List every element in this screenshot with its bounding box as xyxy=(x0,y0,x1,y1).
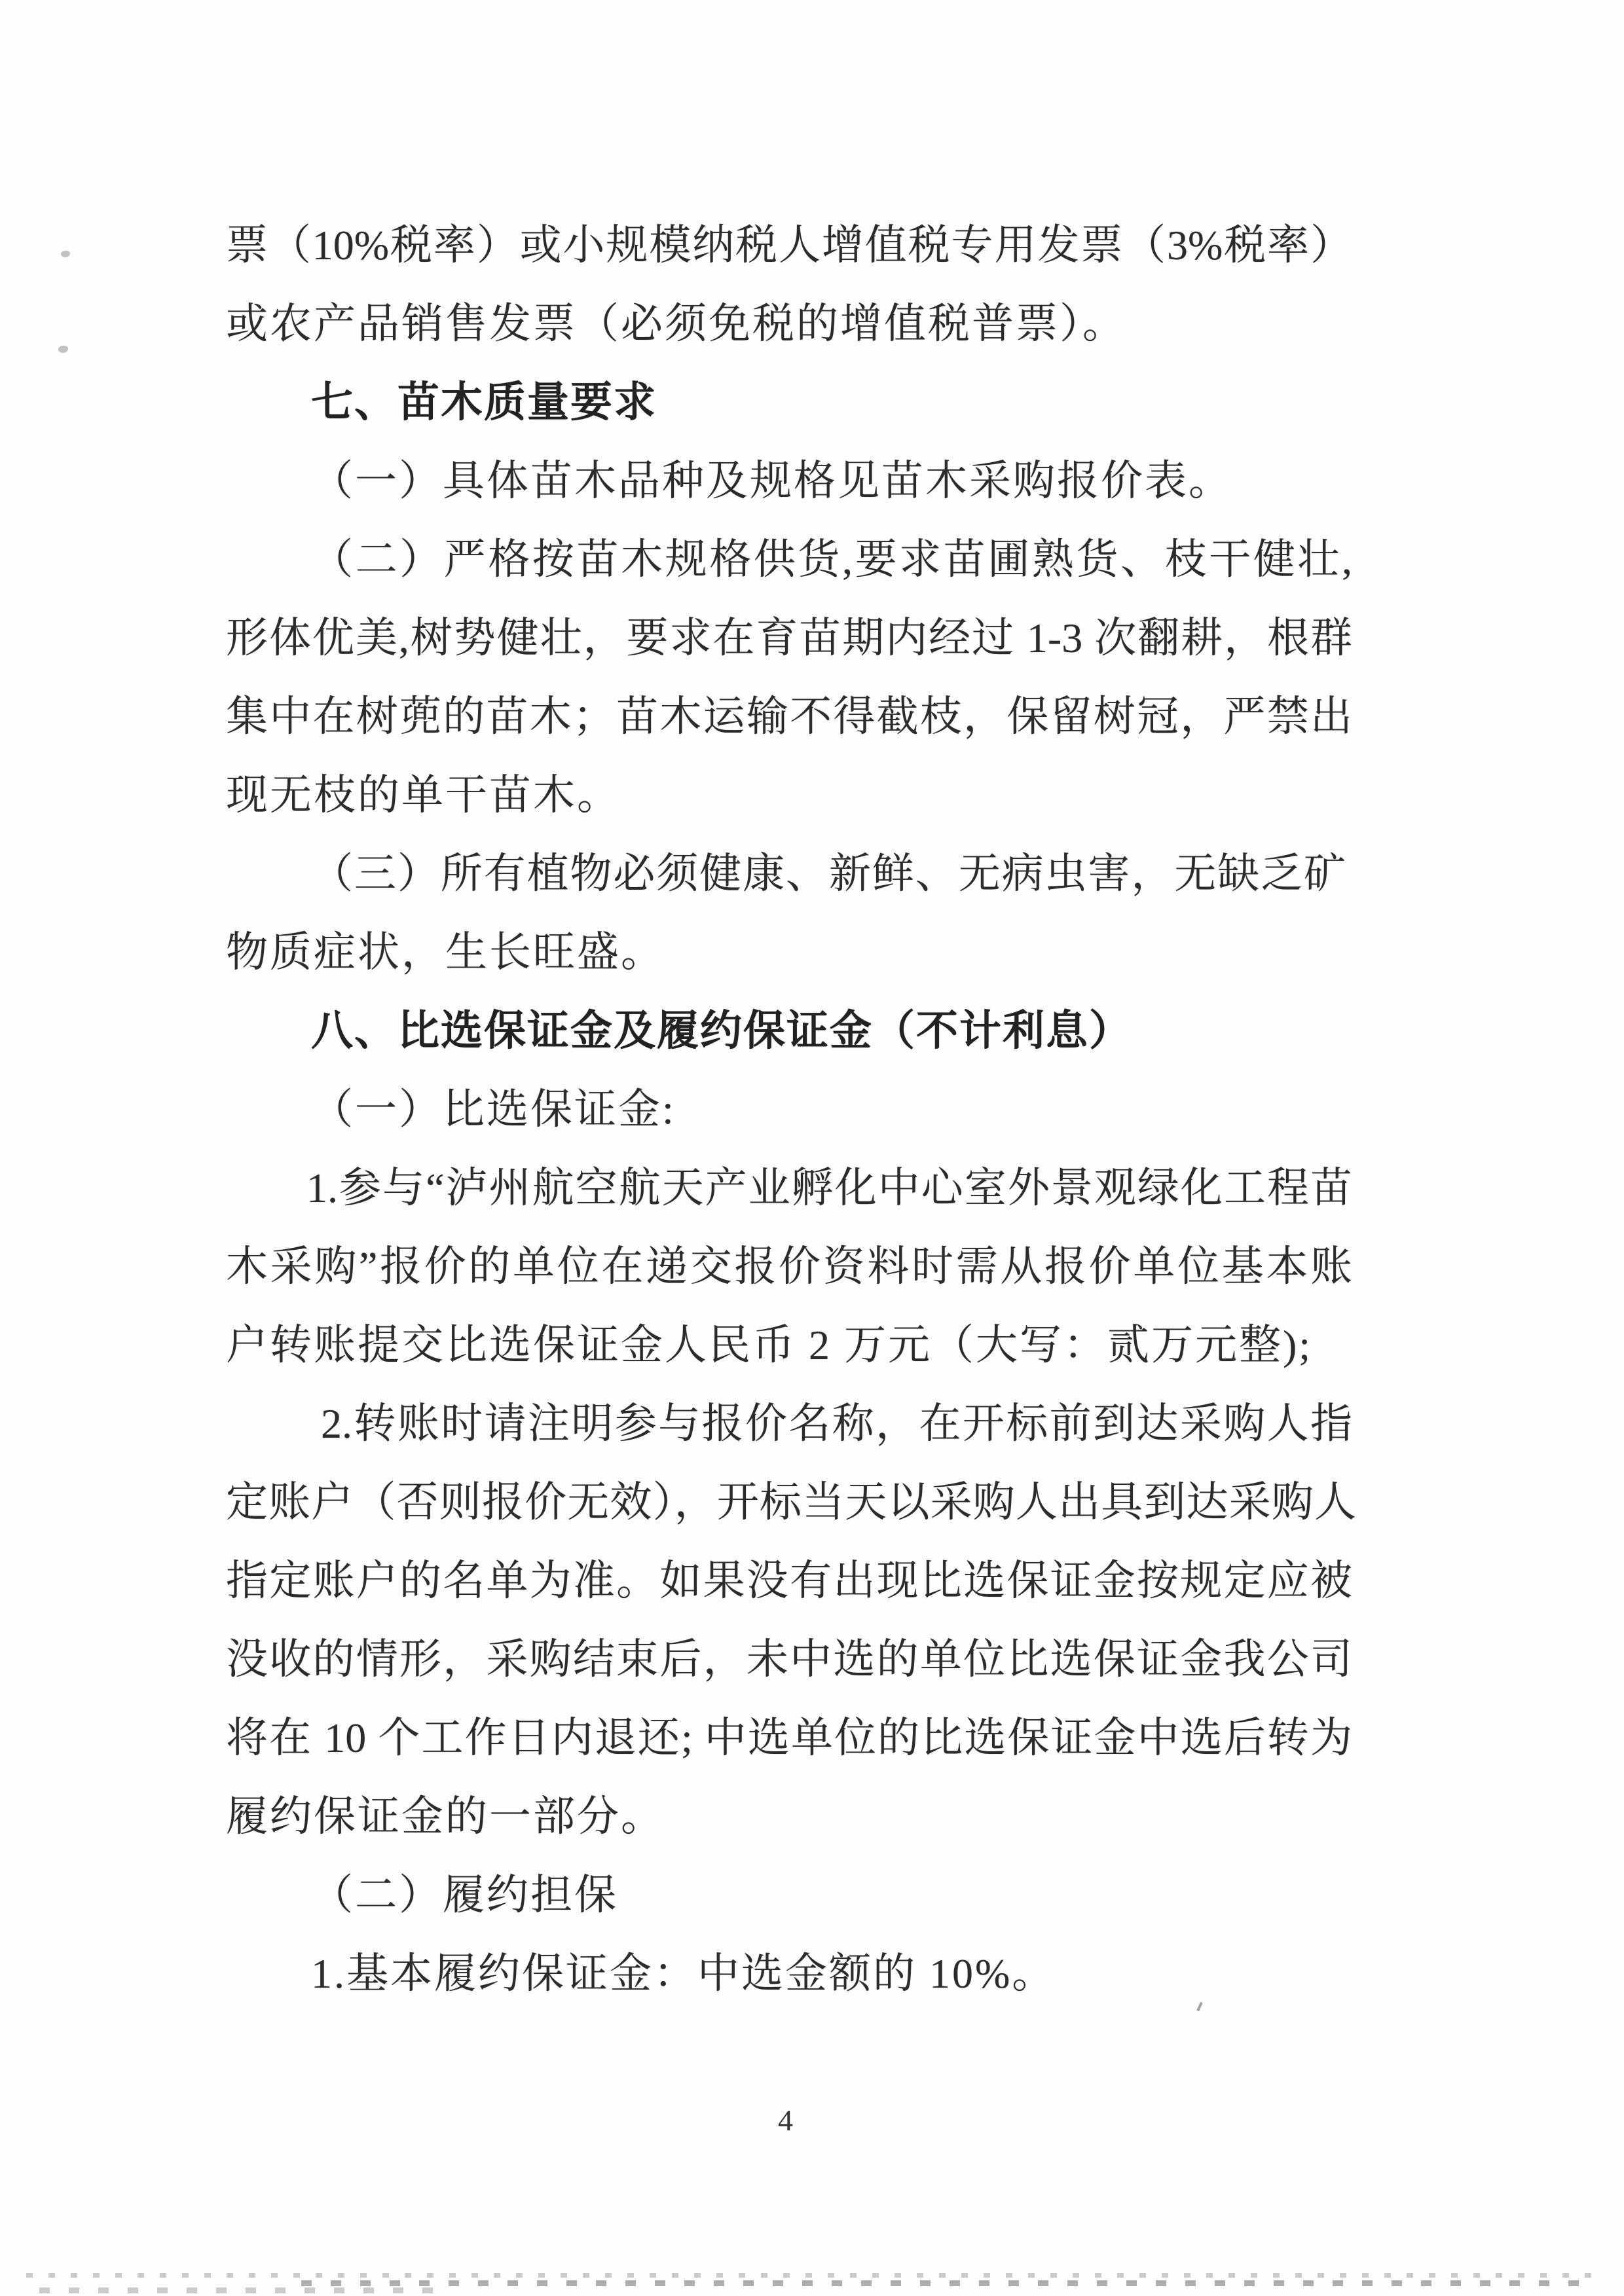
scan-speck xyxy=(1196,2002,1202,2011)
text-line: （一）具体苗木品种及规格见苗木采购报价表。 xyxy=(311,458,1232,504)
text-line: 形体优美,树势健壮，要求在育苗期内经过 1-3 次翻耕，根群 xyxy=(226,615,1352,661)
text-line: 1.基本履约保证金：中选金额的 10%。 xyxy=(311,1950,1056,1997)
page-number: 4 xyxy=(778,2104,793,2137)
section-heading-7: 七、苗木质量要求 xyxy=(311,379,657,426)
text-line: 履约保证金的一部分。 xyxy=(226,1793,665,1840)
text-line: 或农产品销售发票（必须免税的增值税普票）。 xyxy=(226,301,1126,347)
text-line: 木采购”报价的单位在递交报价资料时需从报价单位基本账 xyxy=(226,1243,1352,1290)
scan-noise-band xyxy=(301,2280,1585,2286)
text-line: 将在 10 个工作日内退还; 中选单位的比选保证金中选后转为 xyxy=(226,1715,1352,1761)
text-line: 1.参与“泸州航空航天产业孵化中心室外景观绿化工程苗 xyxy=(306,1165,1352,1211)
scan-speck xyxy=(61,251,70,257)
text-line: 集中在树蔸的苗木；苗木运输不得截枝，保留树冠，严禁出 xyxy=(226,693,1352,740)
text-line: 票（10%税率）或小规模纳税人增值税专用发票（3%税率） xyxy=(226,222,1352,268)
scan-speck xyxy=(58,346,68,353)
text-line: 户转账提交比选保证金人民币 2 万元（大写：贰万元整); xyxy=(226,1322,1313,1368)
text-line: （二）履约担保 xyxy=(311,1872,618,1918)
text-line: 物质症状，生长旺盛。 xyxy=(226,929,665,975)
text-line: （一）比选保证金: xyxy=(311,1086,676,1133)
scan-noise-band xyxy=(26,2273,1598,2278)
section-heading-8: 八、比选保证金及履约保证金（不计利息） xyxy=(311,1008,1132,1054)
text-line: （二）严格按苗木规格供货,要求苗圃熟货、枝干健壮, xyxy=(311,536,1352,583)
text-line: （三）所有植物必须健康、新鲜、无病虫害，无缺乏矿 xyxy=(311,850,1346,897)
text-line: 没收的情形，采购结束后，未中选的单位比选保证金我公司 xyxy=(226,1636,1352,1683)
text-line: 2.转账时请注明参与报价名称，在开标前到达采购人指 xyxy=(321,1400,1352,1447)
text-line: 现无枝的单干苗木。 xyxy=(226,772,621,818)
text-line: 定账户（否则报价无效），开标当天以采购人出具到达采购人 xyxy=(226,1479,1356,1525)
scan-noise-band xyxy=(39,2287,445,2293)
text-line: 指定账户的名单为准。如果没有出现比选保证金按规定应被 xyxy=(226,1558,1352,1604)
